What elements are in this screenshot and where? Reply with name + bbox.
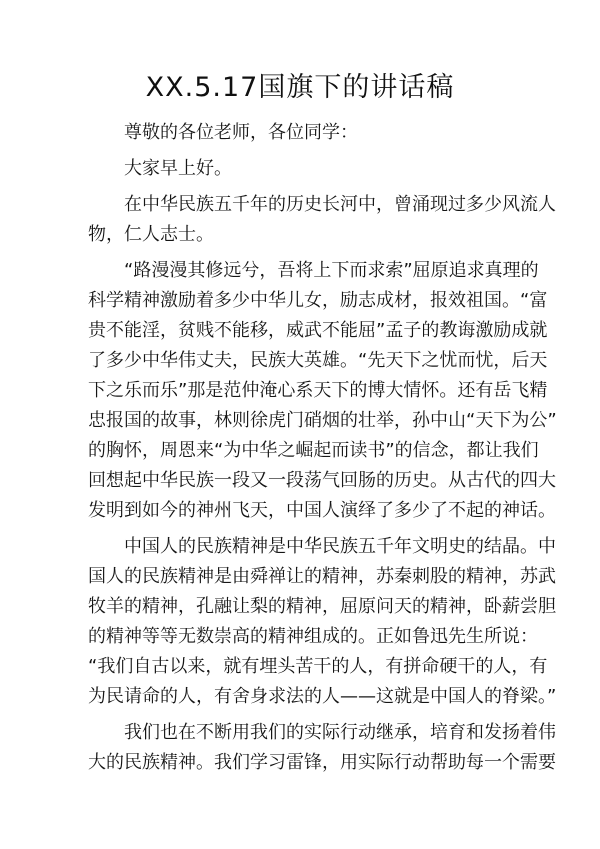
paragraph-line: 贵不能淫，贫贱不能移，威武不能屈”孟子的教诲激励成就 xyxy=(88,320,548,341)
greeting-line: 大家早上好。 xyxy=(124,158,232,179)
paragraph-line: 下之乐而乐”那是范仲淹心系天下的博大情怀。还有岳飞精 xyxy=(88,380,548,401)
paragraph-line: 发明到如今的神州飞天，中国人演绎了多少了不起的神话。 xyxy=(88,500,556,521)
paragraph-line: 中国人的民族精神是中华民族五千年文明史的结晶。中 xyxy=(124,536,556,557)
paragraph-line: 的精神等等无数崇高的精神组成的。正如鲁迅先生所说： xyxy=(88,626,538,647)
paragraph-line: 物，仁人志士。 xyxy=(88,224,214,245)
quote-line: 为民请命的人，有舍身求法的人——这就是中国人的脊梁。” xyxy=(88,686,557,707)
paragraph-line: 大的民族精神。我们学习雷锋，用实际行动帮助每一个需要 xyxy=(88,752,556,773)
paragraph-line: 我们也在不断用我们的实际行动继承，培育和发扬着伟 xyxy=(124,722,556,743)
paragraph-line: 了多少中华伟丈夫，民族大英雄。“先天下之忧而忧，后天 xyxy=(88,350,548,371)
paragraph-line: “路漫漫其修远兮，吾将上下而求索”屈原追求真理的 xyxy=(124,260,539,281)
paragraph-line: 忠报国的故事，林则徐虎门硝烟的壮举，孙中山“天下为公” xyxy=(88,410,557,431)
paragraph-line: 科学精神激励着多少中华儿女，励志成材，报效祖国。“富 xyxy=(88,290,548,311)
document-body xyxy=(88,118,557,778)
quote-line: “我们自古以来，就有埋头苦干的人，有拼命硬干的人，有 xyxy=(88,656,548,677)
document-title: XX.5.17国旗下的讲话稿 xyxy=(145,72,455,103)
paragraph-line: 在中华民族五千年的历史长河中，曾涌现过多少风流人 xyxy=(124,194,556,215)
paragraph-line: 国人的民族精神是由舜禅让的精神，苏秦刺股的精神，苏武 xyxy=(88,566,556,587)
salutation-line: 尊敬的各位老师，各位同学： xyxy=(124,122,358,143)
paragraph-line: 回想起中华民族一段又一段荡气回肠的历史。从古代的四大 xyxy=(88,470,556,491)
paragraph-line: 牧羊的精神，孔融让梨的精神，屈原问天的精神，卧薪尝胆 xyxy=(88,596,556,617)
paragraph-line: 的胸怀，周恩来“为中华之崛起而读书”的信念，都让我们 xyxy=(88,440,539,461)
